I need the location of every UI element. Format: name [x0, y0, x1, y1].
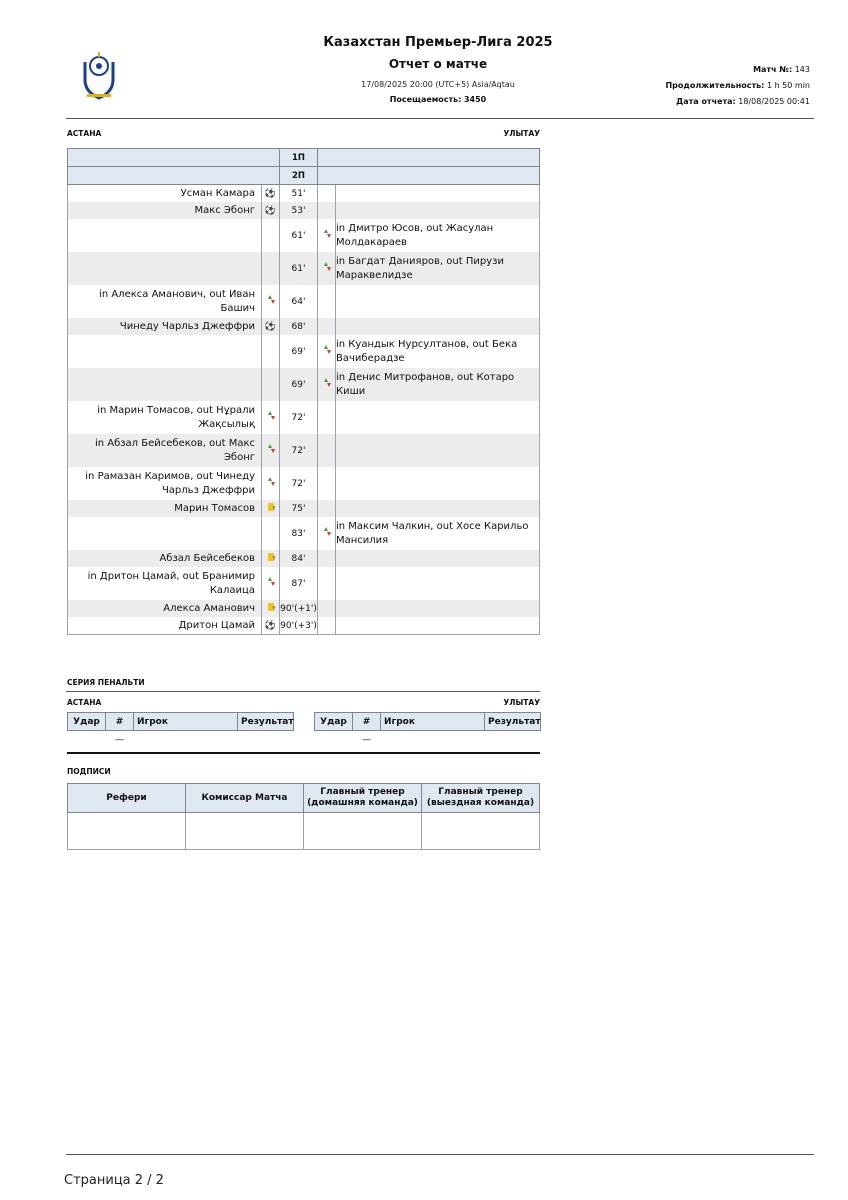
goal-icon: ⚽: [264, 322, 277, 332]
penalties-home-team: АСТАНА: [67, 698, 102, 707]
event-minute: 90'(+1'): [280, 600, 318, 617]
event-away-icon-cell: [318, 434, 336, 467]
event-home-icon-cell: [262, 285, 280, 318]
event-minute: 53': [280, 202, 318, 219]
pen-away-col-result: Результат: [485, 713, 541, 731]
event-home-icon-cell: [262, 600, 280, 617]
event-away-text: in Куандык Нурсултанов, out Бека Вачиберадзе: [336, 335, 540, 368]
penalties-bottom-divider: [67, 752, 540, 754]
event-away-icon-cell: [318, 318, 336, 335]
substitution-icon: [266, 295, 276, 305]
pen-home-col-number: #: [106, 713, 134, 731]
event-away-text: [336, 467, 540, 500]
event-away-text: [336, 401, 540, 434]
event-home-text: Абзал Бейсебеков: [68, 550, 262, 567]
event-home-icon-cell: [262, 567, 280, 600]
event-row: [68, 434, 540, 467]
event-home-text: Усман Камара: [68, 185, 262, 203]
event-home-icon-cell: [262, 368, 280, 401]
event-away-icon-cell: [318, 335, 336, 368]
period-row-first: [68, 149, 540, 167]
event-row: [68, 617, 540, 635]
event-home-icon-cell: [262, 202, 280, 219]
sig-referee-cell: [68, 813, 186, 850]
substitution-icon: [322, 345, 332, 355]
event-row: [68, 185, 540, 203]
league-logo-icon: [79, 52, 119, 100]
yellow-card-icon: [268, 553, 274, 561]
pen-away-empty: —: [362, 735, 371, 745]
event-away-icon-cell: [318, 517, 336, 550]
event-row: [68, 318, 540, 335]
event-home-icon-cell: [262, 335, 280, 368]
event-away-text: in Дмитро Юсов, out Жасулан Молдакараев: [336, 219, 540, 252]
event-home-text: Макс Эбонг: [68, 202, 262, 219]
event-home-text: [68, 517, 262, 550]
goal-icon: ⚽: [264, 206, 277, 216]
event-home-icon-cell: [262, 500, 280, 517]
substitution-icon: [322, 229, 332, 239]
event-away-icon-cell: [318, 219, 336, 252]
yellow-card-icon: [268, 603, 274, 611]
duration-value: 1 h 50 min: [766, 81, 810, 90]
period-first-label: 1П: [280, 149, 318, 167]
event-away-icon-cell: [318, 600, 336, 617]
event-away-text: [336, 500, 540, 517]
event-minute: 64': [280, 285, 318, 318]
event-minute: 72': [280, 401, 318, 434]
event-away-text: [336, 550, 540, 567]
event-row: [68, 335, 540, 368]
period-second-label: 2П: [280, 167, 318, 185]
event-home-text: in Рамазан Каримов, out Чинеду Чарльз Джеффри: [68, 467, 262, 500]
event-minute: 61': [280, 252, 318, 285]
event-row: [68, 517, 540, 550]
event-home-text: Марин Томасов: [68, 500, 262, 517]
sig-col-home-coach: Главный тренер (домашняя команда): [304, 784, 422, 813]
report-subtitle: Отчет о матче: [388, 57, 488, 71]
event-row: [68, 368, 540, 401]
event-away-icon-cell: [318, 202, 336, 219]
sig-col-referee: Рефери: [68, 784, 186, 813]
event-minute: 68': [280, 318, 318, 335]
penalties-title: СЕРИЯ ПЕНАЛЬТИ: [67, 678, 145, 687]
event-row: [68, 219, 540, 252]
event-away-icon-cell: [318, 185, 336, 203]
attendance: Посещаемость: 3450: [389, 95, 487, 104]
match-datetime: 17/08/2025 20:00 (UTC+5) Asia/Aqtau: [361, 80, 515, 89]
pen-home-col-kick: Удар: [68, 713, 106, 731]
event-minute: 83': [280, 517, 318, 550]
event-row: [68, 500, 540, 517]
event-minute: 75': [280, 500, 318, 517]
event-home-icon-cell: [262, 401, 280, 434]
event-home-text: in Алекса Аманович, out Иван Башич: [68, 285, 262, 318]
goal-icon: ⚽: [264, 189, 277, 199]
event-away-icon-cell: [318, 550, 336, 567]
pen-home-empty: —: [115, 735, 124, 745]
sig-away-coach-cell: [422, 813, 540, 850]
pen-home-col-result: Результат: [238, 713, 294, 731]
report-header: [300, 35, 576, 104]
event-away-icon-cell: [318, 467, 336, 500]
event-minute: 69': [280, 368, 318, 401]
event-home-icon-cell: [262, 219, 280, 252]
event-minute: 69': [280, 335, 318, 368]
event-home-icon-cell: [262, 434, 280, 467]
event-away-text: [336, 434, 540, 467]
event-home-icon-cell: [262, 467, 280, 500]
match-no-label: Матч №:: [753, 65, 793, 74]
sig-home-coach-cell: [304, 813, 422, 850]
penalties-away-table: [314, 712, 541, 749]
event-home-text: in Дритон Цамай, out Бранимир Калаица: [68, 567, 262, 600]
event-home-text: [68, 219, 262, 252]
events-table: [67, 148, 540, 635]
substitution-icon: [322, 527, 332, 537]
sig-commissioner-cell: [186, 813, 304, 850]
event-home-text: Алекса Аманович: [68, 600, 262, 617]
event-minute: 72': [280, 434, 318, 467]
event-home-text: [68, 335, 262, 368]
event-minute: 90'(+3'): [280, 617, 318, 635]
pen-home-col-player: Игрок: [134, 713, 238, 731]
event-away-icon-cell: [318, 617, 336, 635]
event-minute: 51': [280, 185, 318, 203]
header-divider: [66, 118, 814, 119]
event-away-icon-cell: [318, 252, 336, 285]
event-away-text: [336, 600, 540, 617]
pen-away-col-kick: Удар: [315, 713, 353, 731]
event-away-text: in Денис Митрофанов, out Котаро Киши: [336, 368, 540, 401]
pen-away-col-number: #: [353, 713, 381, 731]
event-away-icon-cell: [318, 285, 336, 318]
event-row: [68, 401, 540, 434]
yellow-card-icon: [268, 503, 274, 511]
substitution-icon: [266, 577, 276, 587]
league-title: Казахстан Премьер-Лига 2025: [323, 35, 553, 50]
event-row: [68, 467, 540, 500]
event-home-icon-cell: [262, 252, 280, 285]
event-away-text: [336, 185, 540, 203]
penalties-home-table: [67, 712, 294, 749]
footer-divider: [66, 1154, 814, 1155]
event-away-text: in Багдат Данияров, out Пирузи Мараквелидзе: [336, 252, 540, 285]
event-away-text: [336, 285, 540, 318]
sig-col-away-coach: Главный тренер (выездная команда): [422, 784, 540, 813]
event-minute: 72': [280, 467, 318, 500]
page-number: Страница 2 / 2: [64, 1173, 164, 1188]
goal-icon: ⚽: [264, 621, 277, 631]
match-meta: [665, 62, 810, 110]
period-row-second: [68, 167, 540, 185]
event-away-text: [336, 567, 540, 600]
event-row: [68, 285, 540, 318]
event-row: [68, 567, 540, 600]
signatures-table: [67, 783, 540, 850]
event-away-icon-cell: [318, 401, 336, 434]
pen-away-col-player: Игрок: [381, 713, 485, 731]
event-home-icon-cell: [262, 550, 280, 567]
event-home-icon-cell: [262, 185, 280, 203]
event-home-icon-cell: [262, 318, 280, 335]
substitution-icon: [266, 477, 276, 487]
event-home-text: Дритон Цамай: [68, 617, 262, 635]
event-away-text: [336, 617, 540, 635]
penalties-away-team: УЛЫТАУ: [503, 698, 540, 707]
event-away-text: in Максим Чалкин, out Хосе Карильо Мансилия: [336, 517, 540, 550]
event-row: [68, 252, 540, 285]
event-home-text: [68, 368, 262, 401]
event-away-icon-cell: [318, 500, 336, 517]
event-row: [68, 202, 540, 219]
event-home-text: in Марин Томасов, out Нұрали Жақсылық: [68, 401, 262, 434]
away-team-label: УЛЫТАУ: [503, 129, 540, 138]
event-minute: 87': [280, 567, 318, 600]
duration-label: Продолжительность:: [665, 81, 765, 90]
event-away-icon-cell: [318, 567, 336, 600]
match-no-value: 143: [794, 65, 810, 74]
sig-col-commissioner: Комиссар Матча: [186, 784, 304, 813]
signatures-title: ПОДПИСИ: [67, 767, 111, 776]
report-date-label: Дата отчета:: [676, 97, 736, 106]
event-away-text: [336, 202, 540, 219]
event-minute: 61': [280, 219, 318, 252]
substitution-icon: [322, 378, 332, 388]
substitution-icon: [322, 262, 332, 272]
event-away-icon-cell: [318, 368, 336, 401]
substitution-icon: [266, 411, 276, 421]
substitution-icon: [266, 444, 276, 454]
event-home-text: in Абзал Бейсебеков, out Макс Эбонг: [68, 434, 262, 467]
event-home-text: Чинеду Чарльз Джеффри: [68, 318, 262, 335]
event-minute: 84': [280, 550, 318, 567]
report-date-value: 18/08/2025 00:41: [738, 97, 810, 106]
event-home-icon-cell: [262, 617, 280, 635]
event-home-text: [68, 252, 262, 285]
event-row: [68, 600, 540, 617]
event-away-text: [336, 318, 540, 335]
penalties-divider: [66, 691, 540, 692]
home-team-label: АСТАНА: [67, 129, 102, 138]
event-home-icon-cell: [262, 517, 280, 550]
event-row: [68, 550, 540, 567]
